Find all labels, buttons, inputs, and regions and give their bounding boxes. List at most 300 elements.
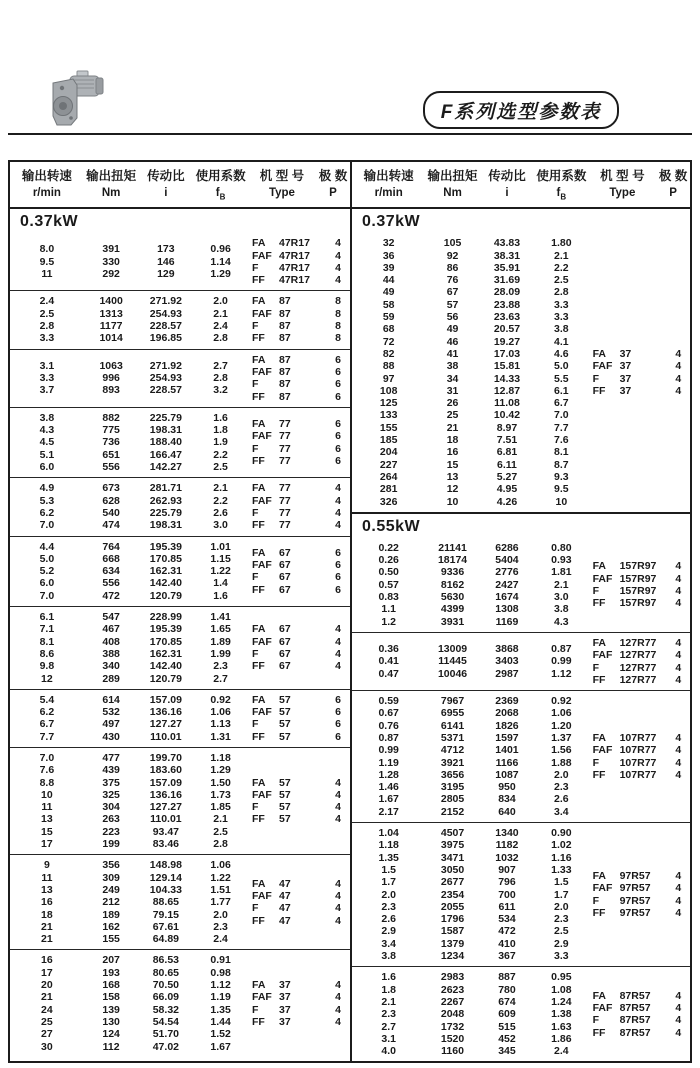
speed-value: 27	[41, 1028, 53, 1041]
model-block	[248, 295, 350, 344]
torque-value: 2354	[440, 888, 465, 901]
data-row	[352, 385, 589, 397]
speed-value: 7.0	[39, 589, 55, 602]
torque-value: 11445	[438, 655, 467, 668]
torque-value: 26	[446, 397, 459, 410]
model-prefix: F	[252, 718, 259, 731]
parameter-group	[352, 966, 690, 1061]
torque-value: 467	[102, 623, 120, 636]
torque-value: 2267	[440, 995, 465, 1008]
data-row	[10, 921, 248, 933]
torque-value: 2983	[440, 971, 465, 984]
model-size: 37	[279, 979, 291, 992]
speed-value: 3.1	[39, 359, 55, 372]
data-row	[10, 648, 248, 660]
torque-value: 673	[102, 482, 120, 495]
model-size: 77	[279, 418, 291, 430]
model-size: 47R17	[279, 237, 310, 250]
service-factor-value: 1.15	[210, 552, 231, 565]
torque-value: 430	[102, 730, 120, 743]
data-row	[10, 789, 248, 801]
model-prefix: F	[592, 756, 600, 769]
data-row	[352, 913, 589, 925]
speed-value: 36	[382, 249, 395, 262]
page-title: F系列选型参数表	[440, 101, 602, 123]
torque-value: 3195	[440, 781, 465, 794]
model-row	[589, 649, 690, 661]
model-row	[589, 769, 690, 781]
pole-count: 4	[675, 882, 682, 895]
speed-value: 227	[379, 458, 398, 471]
service-factor-value: 4.6	[554, 347, 569, 360]
data-row	[10, 660, 248, 672]
pole-count: 8	[335, 295, 341, 308]
model-row	[248, 430, 350, 442]
service-factor-value: 2.6	[554, 793, 569, 806]
model-block	[589, 560, 690, 609]
service-factor-value: 0.99	[551, 655, 572, 668]
ratio-value: 195.39	[149, 623, 182, 636]
model-row	[589, 757, 690, 769]
model-size: 157R97	[619, 584, 657, 597]
parameter-group	[10, 477, 350, 535]
ratio-value: 170.85	[149, 635, 182, 648]
data-row	[10, 933, 248, 945]
torque-value: 49	[446, 323, 459, 336]
data-row	[352, 616, 589, 628]
service-factor-value: 2.2	[213, 448, 228, 461]
service-factor-value: 6.1	[554, 384, 569, 397]
speed-value: 88	[382, 360, 395, 373]
pole-count: 4	[335, 991, 341, 1004]
data-row	[352, 793, 589, 805]
model-size: 67	[279, 546, 291, 559]
torque-value: 12	[446, 483, 459, 496]
torque-value: 1063	[99, 359, 123, 372]
model-prefix: FAF	[592, 360, 613, 373]
model-prefix: FA	[252, 353, 266, 366]
data-row	[352, 839, 589, 851]
ratio-value: 157.09	[149, 776, 182, 789]
data-row	[352, 876, 589, 888]
ratio-value: 3868	[495, 643, 519, 656]
speed-value: 10	[41, 788, 53, 801]
data-row	[352, 446, 589, 458]
speed-value: 68	[382, 323, 395, 336]
numeric-block	[352, 237, 589, 508]
speed-value: 6.1	[39, 611, 55, 624]
model-size: 37	[619, 347, 632, 360]
model-block	[589, 637, 690, 686]
model-prefix: FA	[592, 731, 607, 744]
torque-value: 86	[446, 261, 459, 274]
pole-count: 4	[335, 647, 341, 660]
speed-value: 4.0	[381, 1045, 396, 1058]
model-size: 57	[279, 706, 291, 719]
data-row	[10, 1041, 248, 1053]
ratio-value: 142.27	[149, 461, 182, 474]
data-row	[10, 384, 248, 396]
ratio-value: 196.85	[149, 332, 182, 345]
col-header-model: 机 型 号	[259, 169, 305, 183]
model-size: 77	[279, 454, 291, 467]
model-size: 157R97	[619, 560, 657, 573]
service-factor-value: 1.77	[210, 896, 231, 909]
ratio-value: 15.81	[493, 360, 521, 373]
ratio-value: 452	[498, 1032, 516, 1045]
speed-value: 11	[41, 871, 53, 884]
model-prefix: FF	[252, 274, 265, 287]
torque-value: 207	[102, 954, 120, 967]
speed-value: 82	[382, 347, 395, 360]
data-row	[10, 872, 248, 884]
service-factor-value: 2.0	[554, 900, 569, 913]
service-factor-value: 1.06	[210, 859, 231, 872]
service-factor-value: 2.4	[554, 1045, 569, 1058]
service-factor-value: 2.5	[554, 274, 569, 287]
data-row	[10, 896, 248, 908]
model-prefix: FA	[252, 623, 266, 636]
data-row	[10, 764, 248, 776]
ratio-value: 83.46	[152, 838, 179, 851]
model-size: 47	[279, 877, 291, 890]
data-row	[352, 591, 589, 603]
ratio-value: 86.53	[152, 954, 179, 967]
model-row	[248, 482, 350, 494]
model-row	[589, 573, 690, 585]
service-factor-value: 1.06	[551, 707, 572, 720]
speed-value: 15	[41, 825, 53, 838]
data-row	[10, 553, 248, 565]
data-row	[10, 332, 248, 344]
data-row	[352, 483, 589, 495]
speed-value: 0.50	[378, 566, 399, 579]
model-prefix: F	[252, 378, 259, 391]
model-row	[589, 744, 690, 756]
torque-value: 3931	[440, 615, 465, 628]
numeric-block	[10, 295, 248, 344]
speed-value: 2.0	[381, 888, 396, 901]
service-factor-value: 4.1	[554, 335, 569, 348]
pole-count: 4	[335, 914, 341, 927]
speed-value: 25	[41, 1015, 53, 1028]
ratio-value: 14.33	[493, 372, 521, 385]
torque-value: 10046	[437, 667, 468, 680]
service-factor-value: 5.5	[554, 372, 569, 385]
speed-value: 18	[41, 908, 53, 921]
data-row	[352, 1008, 589, 1020]
model-prefix: FAF	[252, 788, 272, 801]
service-factor-value: 1.50	[210, 776, 231, 789]
model-row	[248, 706, 350, 718]
pole-count: 4	[675, 989, 682, 1002]
ratio-value: 1597	[495, 731, 519, 744]
ratio-value: 367	[498, 950, 516, 963]
title-badge	[423, 91, 619, 129]
speed-value: 4.9	[39, 482, 55, 495]
ratio-value: 254.93	[149, 307, 182, 320]
data-row	[352, 852, 589, 864]
pole-count: 4	[335, 788, 341, 801]
data-row	[10, 813, 248, 825]
data-row	[10, 461, 248, 473]
model-size: 77	[279, 442, 291, 455]
data-row	[352, 434, 589, 446]
pole-count: 4	[675, 1026, 682, 1039]
data-row	[10, 752, 248, 764]
model-size: 67	[279, 623, 291, 636]
service-factor-value: 3.2	[213, 384, 228, 397]
speed-value: 0.83	[378, 591, 399, 604]
service-factor-value: 0.92	[210, 693, 231, 706]
model-prefix: FA	[252, 776, 266, 789]
model-size: 47	[279, 914, 291, 927]
speed-value: 12	[41, 672, 53, 685]
pole-count: 4	[675, 906, 682, 919]
model-prefix: FF	[592, 597, 606, 610]
model-prefix: FA	[252, 693, 266, 706]
speed-value: 1.6	[381, 971, 396, 984]
model-size: 77	[279, 506, 291, 519]
ratio-value: 142.40	[149, 660, 182, 673]
speed-value: 326	[379, 495, 398, 508]
pole-count: 4	[335, 979, 341, 992]
speed-value: 9.8	[39, 660, 55, 673]
pole-count: 4	[675, 572, 682, 585]
torque-value: 3921	[440, 756, 465, 769]
model-prefix: FAF	[592, 1002, 613, 1015]
speed-value: 9	[43, 859, 50, 872]
data-row	[10, 777, 248, 789]
data-row	[10, 360, 248, 372]
model-prefix: FF	[252, 1015, 265, 1028]
unit-torque: Nm	[443, 187, 462, 199]
data-row	[352, 757, 589, 769]
data-row	[10, 495, 248, 507]
torque-value: 309	[102, 871, 120, 884]
speed-value: 11	[41, 268, 53, 281]
speed-value: 2.6	[381, 913, 396, 926]
pole-count: 4	[335, 482, 341, 495]
torque-value: 408	[102, 635, 120, 648]
model-size: 57	[279, 788, 291, 801]
parameter-group	[10, 689, 350, 747]
data-row	[10, 718, 248, 730]
data-row	[352, 459, 589, 471]
model-row	[248, 507, 350, 519]
torque-value: 556	[102, 577, 120, 590]
model-prefix: FA	[252, 482, 266, 495]
ratio-value: 35.91	[493, 261, 521, 274]
parameter-group	[10, 854, 350, 949]
ratio-value: 88.65	[152, 896, 179, 909]
model-block	[248, 878, 350, 927]
ratio-value: 281.71	[149, 482, 182, 495]
service-factor-value: 3.3	[554, 950, 569, 963]
torque-value: 263	[102, 813, 120, 826]
data-row	[352, 579, 589, 591]
model-prefix: FAF	[252, 890, 272, 903]
pole-count: 4	[675, 1014, 682, 1027]
speed-value: 204	[379, 446, 398, 459]
torque-value: 4712	[440, 744, 465, 757]
speed-value: 4.3	[39, 424, 55, 437]
torque-value: 249	[102, 883, 120, 896]
model-row	[589, 1027, 690, 1039]
speed-value: 281	[379, 483, 398, 496]
numeric-block	[352, 643, 589, 680]
torque-value: 736	[102, 436, 120, 449]
torque-value: 2677	[440, 876, 465, 889]
model-prefix: FF	[592, 1026, 606, 1039]
model-row	[248, 731, 350, 743]
model-prefix: FA	[592, 870, 607, 883]
speed-value: 0.36	[378, 643, 399, 656]
service-factor-value: 2.7	[213, 359, 228, 372]
speed-value: 0.67	[378, 707, 399, 720]
service-factor-value: 0.80	[551, 541, 572, 554]
model-row	[248, 262, 350, 274]
model-row	[248, 777, 350, 789]
service-factor-value: 2.1	[213, 482, 228, 495]
speed-value: 11	[41, 801, 53, 814]
speed-value: 2.3	[381, 1008, 396, 1021]
ratio-value: 11.08	[494, 397, 520, 410]
speed-value: 30	[41, 1040, 53, 1053]
pole-count: 4	[675, 649, 682, 662]
pole-count: 4	[675, 347, 682, 360]
data-row	[10, 623, 248, 635]
pole-count: 4	[335, 635, 341, 648]
data-row	[352, 496, 589, 508]
speed-value: 7.7	[39, 730, 55, 743]
model-prefix: FF	[252, 390, 265, 403]
ratio-value: 4.95	[496, 483, 518, 496]
ratio-value: 228.99	[149, 611, 182, 624]
ratio-value: 38.31	[493, 249, 521, 262]
data-row	[352, 554, 589, 566]
model-size: 97R57	[619, 894, 651, 907]
speed-value: 8.0	[39, 243, 55, 256]
torque-value: 21141	[438, 541, 467, 554]
model-row	[589, 597, 690, 609]
model-size: 107R77	[619, 731, 657, 744]
speed-value: 6.7	[39, 718, 55, 731]
service-factor-value: 1.67	[210, 1040, 231, 1053]
speed-value: 4.4	[39, 540, 55, 553]
ratio-value: 228.57	[149, 384, 182, 397]
model-row	[248, 320, 350, 332]
torque-value: 168	[102, 979, 120, 992]
ratio-value: 51.70	[152, 1028, 179, 1041]
pole-count: 6	[335, 430, 341, 443]
service-factor-value: 1.22	[210, 565, 231, 578]
torque-value: 158	[102, 991, 120, 1004]
model-row	[248, 878, 350, 890]
speed-value: 20	[41, 979, 53, 992]
torque-value: 477	[102, 751, 120, 764]
service-factor-value: 2.9	[554, 937, 569, 950]
data-row	[352, 864, 589, 876]
unit-service-factor: $f_B$	[215, 187, 226, 202]
torque-value: 31	[446, 384, 459, 397]
speed-value: 3.1	[381, 1032, 396, 1045]
model-prefix: FF	[252, 813, 265, 826]
data-row	[10, 268, 248, 280]
data-row	[352, 323, 589, 335]
torque-value: 212	[102, 896, 120, 909]
parameter-group	[10, 349, 350, 407]
model-row	[248, 250, 350, 262]
speed-value: 6.0	[39, 461, 55, 474]
speed-value: 16	[41, 896, 53, 909]
pole-count: 8	[335, 332, 341, 345]
model-row	[248, 979, 350, 991]
model-prefix: FA	[592, 560, 607, 573]
data-row	[352, 655, 589, 667]
model-row	[248, 295, 350, 307]
service-factor-value: 7.0	[554, 409, 569, 422]
data-row	[10, 826, 248, 838]
torque-value: 3050	[440, 863, 465, 876]
model-prefix: FAF	[592, 572, 613, 585]
model-size: 87	[279, 332, 291, 345]
torque-value: 6955	[440, 707, 465, 720]
data-row	[352, 901, 589, 913]
parameter-group	[10, 233, 350, 290]
data-row	[10, 320, 248, 332]
service-factor-value: 2.2	[554, 261, 569, 274]
service-factor-value: 0.95	[551, 971, 572, 984]
torque-value: 21	[446, 421, 459, 434]
model-size: 87	[279, 295, 291, 308]
model-row	[248, 559, 350, 571]
ratio-value: 93.47	[152, 825, 179, 838]
pole-count: 4	[335, 237, 341, 250]
pole-count: 6	[335, 718, 341, 731]
numeric-block	[10, 694, 248, 743]
pole-count: 6	[335, 353, 341, 366]
model-size: 77	[279, 482, 291, 495]
torque-value: 628	[102, 494, 120, 507]
model-prefix: F	[592, 372, 600, 385]
ratio-value: 198.31	[149, 519, 182, 532]
col-header-speed: 输出转速	[363, 169, 414, 183]
model-prefix: F	[592, 894, 600, 907]
service-factor-value: 0.91	[210, 954, 231, 967]
data-row	[352, 422, 589, 434]
service-factor-value: 2.5	[213, 825, 228, 838]
model-prefix: FAF	[252, 494, 272, 507]
pole-count: 6	[335, 454, 341, 467]
model-row	[589, 385, 690, 397]
pole-count: 4	[335, 623, 341, 636]
service-factor-value: 1.13	[210, 718, 231, 731]
torque-value: 304	[102, 801, 120, 814]
model-row	[589, 373, 690, 385]
data-row	[10, 954, 248, 966]
ratio-value: 834	[498, 793, 516, 806]
speed-value: 1.5	[381, 863, 396, 876]
speed-value: 8.6	[39, 647, 55, 660]
speed-value: 2.7	[381, 1020, 396, 1033]
service-factor-value: 1.33	[551, 863, 572, 876]
model-size: 87R57	[619, 1002, 651, 1015]
data-row	[352, 286, 589, 298]
service-factor-value: 2.5	[213, 461, 228, 474]
service-factor-value: 1.73	[210, 788, 231, 801]
service-factor-value: 1.06	[210, 706, 231, 719]
